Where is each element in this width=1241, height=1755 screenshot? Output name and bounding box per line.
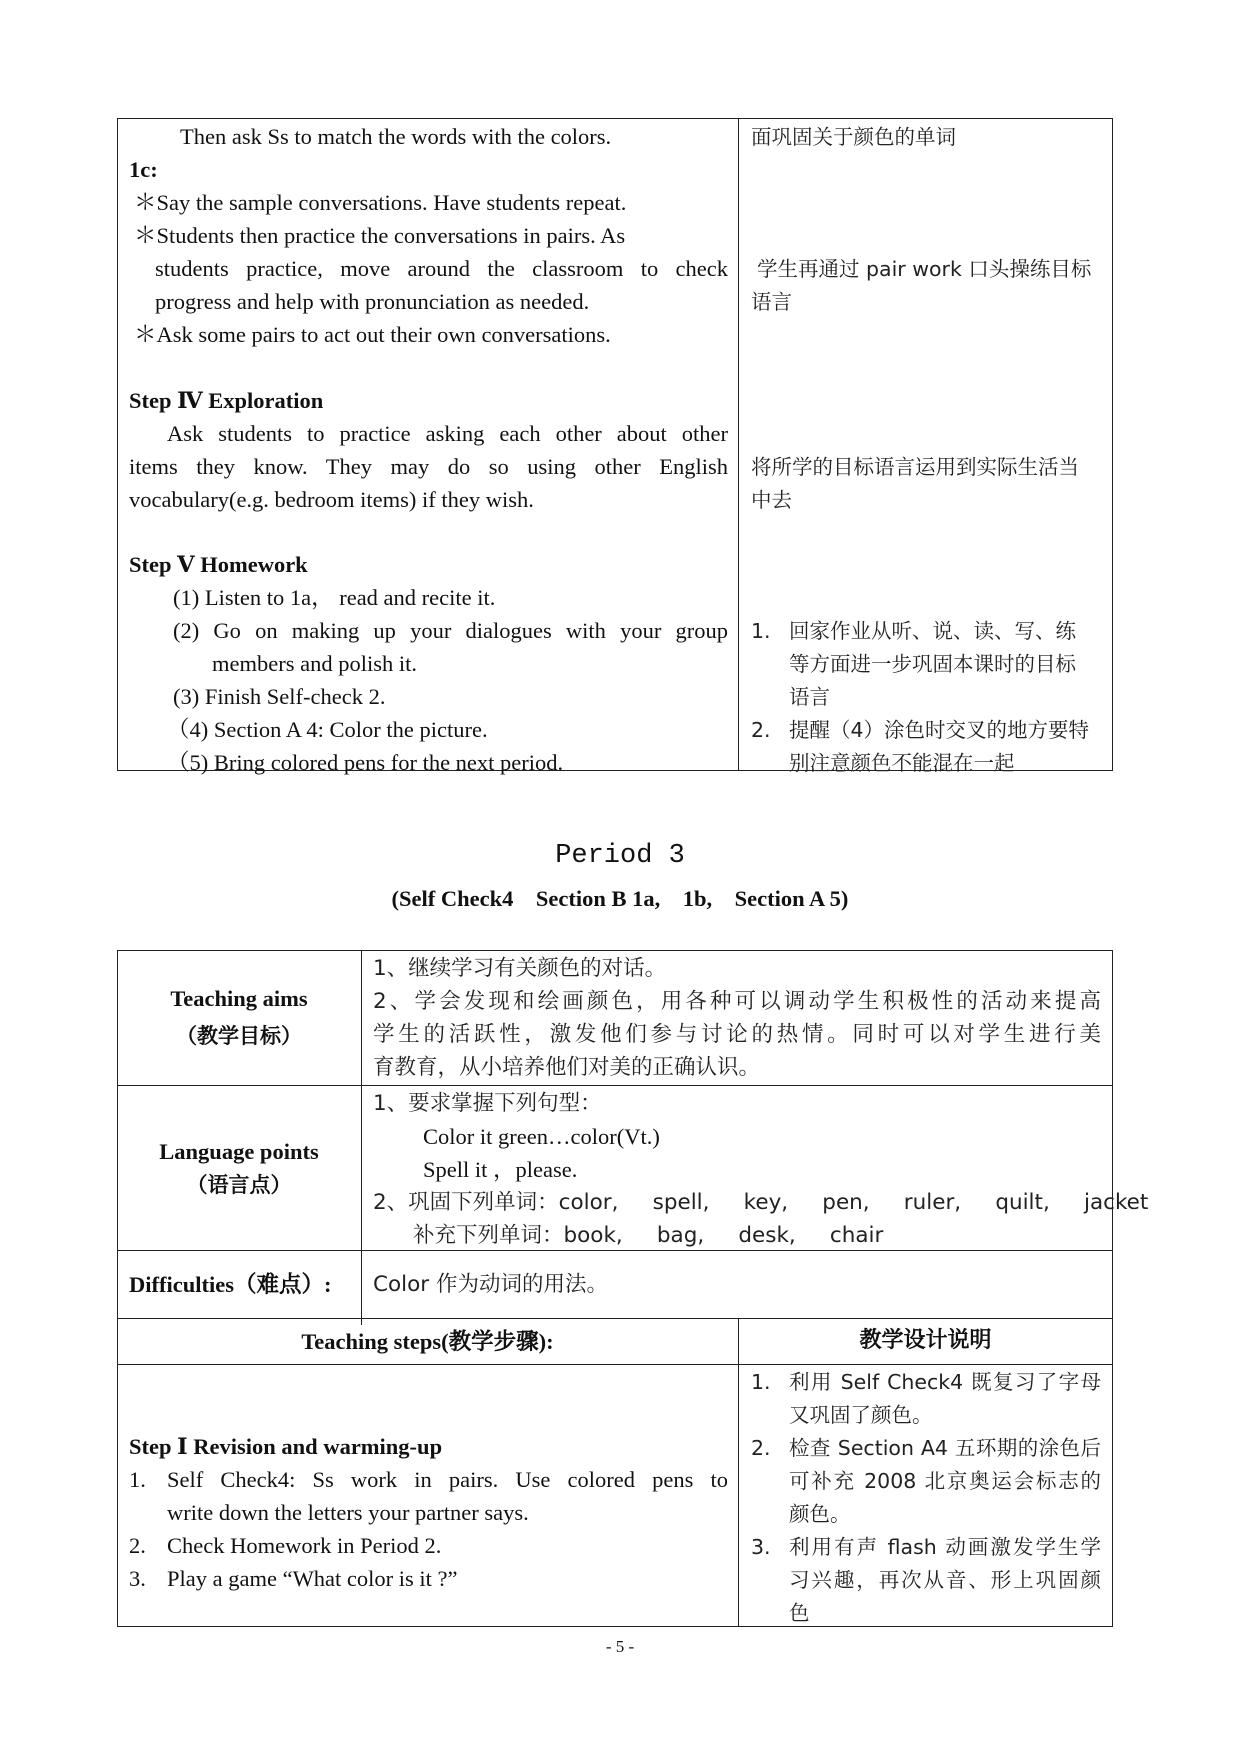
step-item: Play a game “What color is it ?” <box>167 1566 458 1591</box>
row-divider <box>117 1085 1113 1086</box>
lesson-line: ＊Say the sample conversations. Have students repeat. <box>134 190 627 215</box>
design-notes-header: 教学设计说明 <box>859 1328 992 1353</box>
language-line: 2、巩固下列单词：color, spell, key, pen, ruler, quilt, jacket <box>373 1190 1149 1215</box>
language-line: 补充下列单词：book, bag, desk, chair <box>413 1223 884 1248</box>
design-note: 中去 <box>751 488 792 512</box>
step-number: 3. <box>129 1566 146 1591</box>
difficulties-text: Color 作为动词的用法。 <box>373 1272 608 1297</box>
note-number: 1. <box>751 1370 771 1394</box>
lesson-line: ＊Ask some pairs to act out their own conversations. <box>134 322 611 347</box>
row-divider <box>117 1364 1113 1365</box>
lesson-line: Then ask Ss to match the words with the colors. <box>180 124 612 149</box>
design-note: 回家作业从听、说、读、写、练 <box>789 619 1076 643</box>
language-points-label-zh: （语言点） <box>186 1173 292 1197</box>
step-item: write down the letters your partner says. <box>167 1500 529 1525</box>
homework-item: （4) Section A 4: Color the picture. <box>167 717 488 742</box>
lesson-line: Ask students to practice asking each other about other <box>167 421 728 446</box>
step-heading: Step Ⅰ Revision and warming-up <box>129 1434 443 1459</box>
teaching-aims-label: Teaching aims <box>170 986 308 1011</box>
aims-line: 1、继续学习有关颜色的对话。 <box>373 956 667 981</box>
language-points-label: Language points <box>159 1139 319 1164</box>
design-note: 面巩固关于颜色的单词 <box>751 125 956 149</box>
design-note: 色 <box>789 1601 810 1625</box>
note-number: 2. <box>751 1436 771 1460</box>
page-number: - 5 - <box>605 1637 635 1656</box>
design-note: 又巩固了颜色。 <box>789 1403 933 1427</box>
section-heading-1c: 1c: <box>129 157 158 182</box>
note-number: 3. <box>751 1535 771 1559</box>
design-note: 颜色。 <box>789 1502 851 1526</box>
note-number: 1. <box>751 619 771 643</box>
lesson-line: ＊Students then practice the conversations in pairs. As <box>134 223 626 248</box>
lesson-line: progress and help with pronunciation as needed. <box>155 289 590 314</box>
aims-line: 学生的活跃性，激发他们参与讨论的热情。同时可以对学生进行美 <box>373 1022 1101 1047</box>
column-divider <box>738 118 739 771</box>
homework-item: （5) Bring colored pens for the next period. <box>167 750 564 775</box>
homework-item: (2) Go on making up your dialogues with your group <box>173 618 728 643</box>
design-note: 利用 Self Check4 既复习了字母 <box>789 1370 1101 1394</box>
design-note: 学生再通过 pair work 口头操练目标 <box>757 257 1092 281</box>
lesson-line: vocabulary(e.g. bedroom items) if they wish. <box>129 487 534 512</box>
step-number: 2. <box>129 1533 146 1558</box>
aims-line: 育教育，从小培养他们对美的正确认识。 <box>373 1055 761 1080</box>
design-note: 习兴趣，再次从音、形上巩固颜 <box>789 1568 1101 1592</box>
lesson-line: students practice, move around the classroom to check <box>155 256 728 281</box>
note-number: 2. <box>751 718 771 742</box>
design-note: 可补充 2008 北京奥运会标志的 <box>789 1469 1101 1493</box>
period-subtitle: (Self Check4 Section B 1a, 1b, Section A 5) <box>391 886 849 911</box>
period-title: Period 3 <box>555 841 685 871</box>
steps-column-divider <box>738 1318 739 1627</box>
step-heading: Step Ⅴ Homework <box>129 552 308 577</box>
design-note: 提醒（4）涂色时交叉的地方要特 <box>789 718 1090 742</box>
teaching-steps-header: Teaching steps(教学步骤): <box>301 1329 554 1354</box>
step-heading: Step Ⅳ Exploration <box>129 388 324 413</box>
language-line: 1、要求掌握下列句型： <box>373 1091 602 1116</box>
language-line: Color it green…color(Vt.) <box>423 1124 660 1149</box>
row-divider <box>117 1318 1113 1319</box>
design-note: 将所学的目标语言运用到实际生活当 <box>751 455 1079 479</box>
language-line: Spell it ，please. <box>423 1157 578 1182</box>
design-note: 语言 <box>751 290 792 314</box>
design-note: 利用有声 flash 动画激发学生学 <box>789 1535 1101 1559</box>
step-item: Check Homework in Period 2. <box>167 1533 442 1558</box>
row-divider <box>117 1250 1113 1251</box>
homework-item: (3) Finish Self-check 2. <box>173 684 386 709</box>
design-note: 别注意颜色不能混在一起 <box>789 751 1015 775</box>
teaching-aims-label-zh: （教学目标） <box>176 1024 302 1048</box>
lesson-line: items they know. They may do so using other English <box>129 454 728 479</box>
design-note: 语言 <box>789 685 830 709</box>
aims-line: 2、学会发现和绘画颜色，用各种可以调动学生积极性的活动来提高 <box>373 989 1101 1014</box>
homework-item: (1) Listen to 1a， read and recite it. <box>173 585 496 610</box>
difficulties-label: Difficulties（难点）: <box>129 1272 332 1297</box>
step-item: Self Check4: Ss work in pairs. Use colored pens to <box>167 1467 728 1492</box>
homework-item: members and polish it. <box>212 651 417 676</box>
step-number: 1. <box>129 1467 146 1492</box>
label-column-divider <box>361 950 362 1325</box>
design-note: 等方面进一步巩固本课时的目标 <box>789 652 1076 676</box>
design-note: 检查 Section A4 五环期的涂色后 <box>789 1436 1101 1460</box>
